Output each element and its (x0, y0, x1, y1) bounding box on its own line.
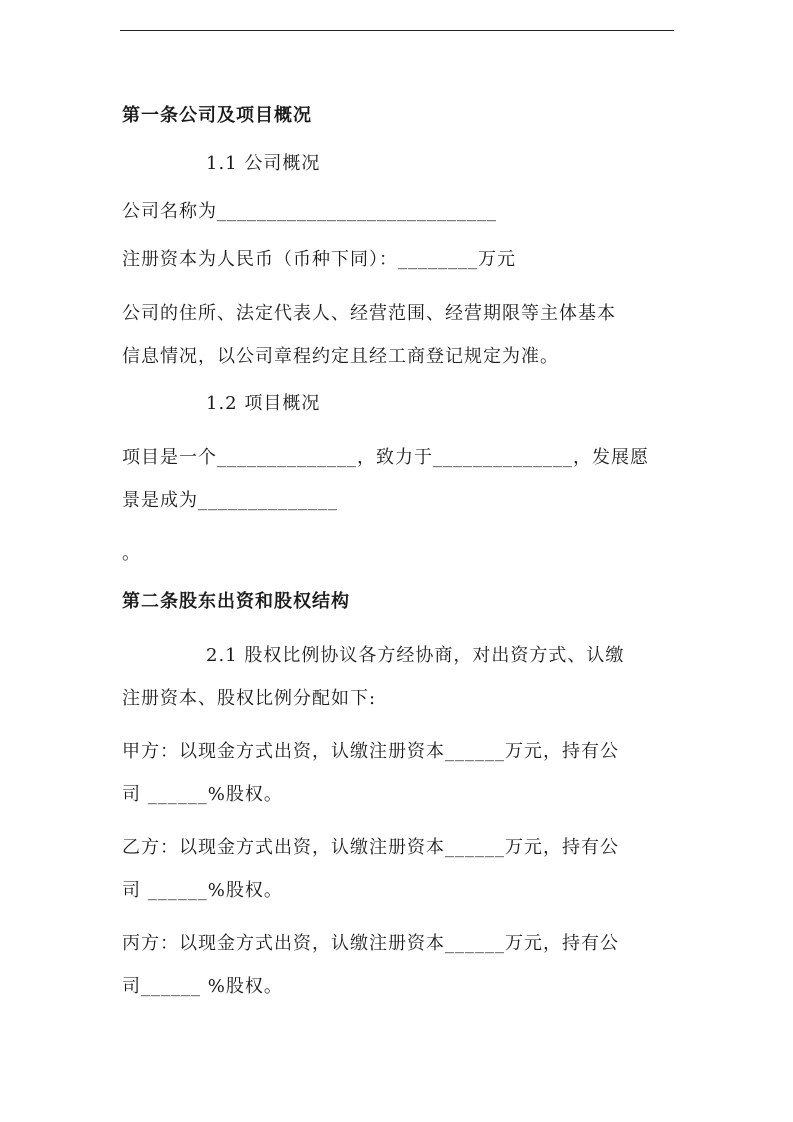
party-b-line-1: 乙方：以现金方式出资，认缴注册资本______万元，持有公 (122, 837, 619, 858)
party-c-paragraph (122, 922, 674, 1008)
section1-heading: 第一条公司及项目概况 (122, 105, 312, 126)
subsection-1-1-title: 1.1 公司概况 (206, 153, 321, 174)
party-a-line-1: 甲方：以现金方式出资，认缴注册资本______万元，持有公 (122, 741, 619, 762)
subsection-1-2-title: 1.2 项目概况 (206, 393, 321, 414)
company-name-line: 公司名称为____________________________ (122, 201, 497, 222)
party-a-paragraph (122, 730, 674, 816)
party-b-paragraph (122, 826, 674, 912)
party-c-line-2: 司______ %股权。 (122, 976, 283, 997)
section2-heading: 第二条股东出资和股权结构 (122, 591, 350, 612)
party-b-line-2: 司 ______%股权。 (122, 880, 283, 901)
header-rule (120, 30, 674, 31)
project-line-2: 景是成为______________ (122, 490, 338, 511)
document-body (122, 100, 674, 1018)
subsection-2-1-line-2: 注册资本、股权比例分配如下: (122, 688, 377, 709)
project-period: 。 (122, 543, 141, 564)
subsection-2-1-paragraph (122, 634, 674, 720)
party-c-line-1: 丙方：以现金方式出资，认缴注册资本______万元，持有公 (122, 933, 619, 954)
company-info-line-1: 公司的住所、法定代表人、经营范围、经营期限等主体基本 (122, 303, 616, 324)
project-line-1: 项目是一个______________，致力于______________，发展愿 (122, 447, 649, 468)
company-info-line-2: 信息情况，以公司章程约定且经工商登记规定为准。 (122, 346, 559, 367)
party-a-line-2: 司 ______%股权。 (122, 784, 283, 805)
registered-capital-line: 注册资本为人民币（币种下同）：________万元 (122, 249, 516, 270)
project-paragraph (122, 436, 674, 522)
company-info-paragraph (122, 292, 674, 378)
subsection-2-1-line-1: 2.1 股权比例协议各方经协商，对出资方式、认缴 (206, 645, 625, 666)
